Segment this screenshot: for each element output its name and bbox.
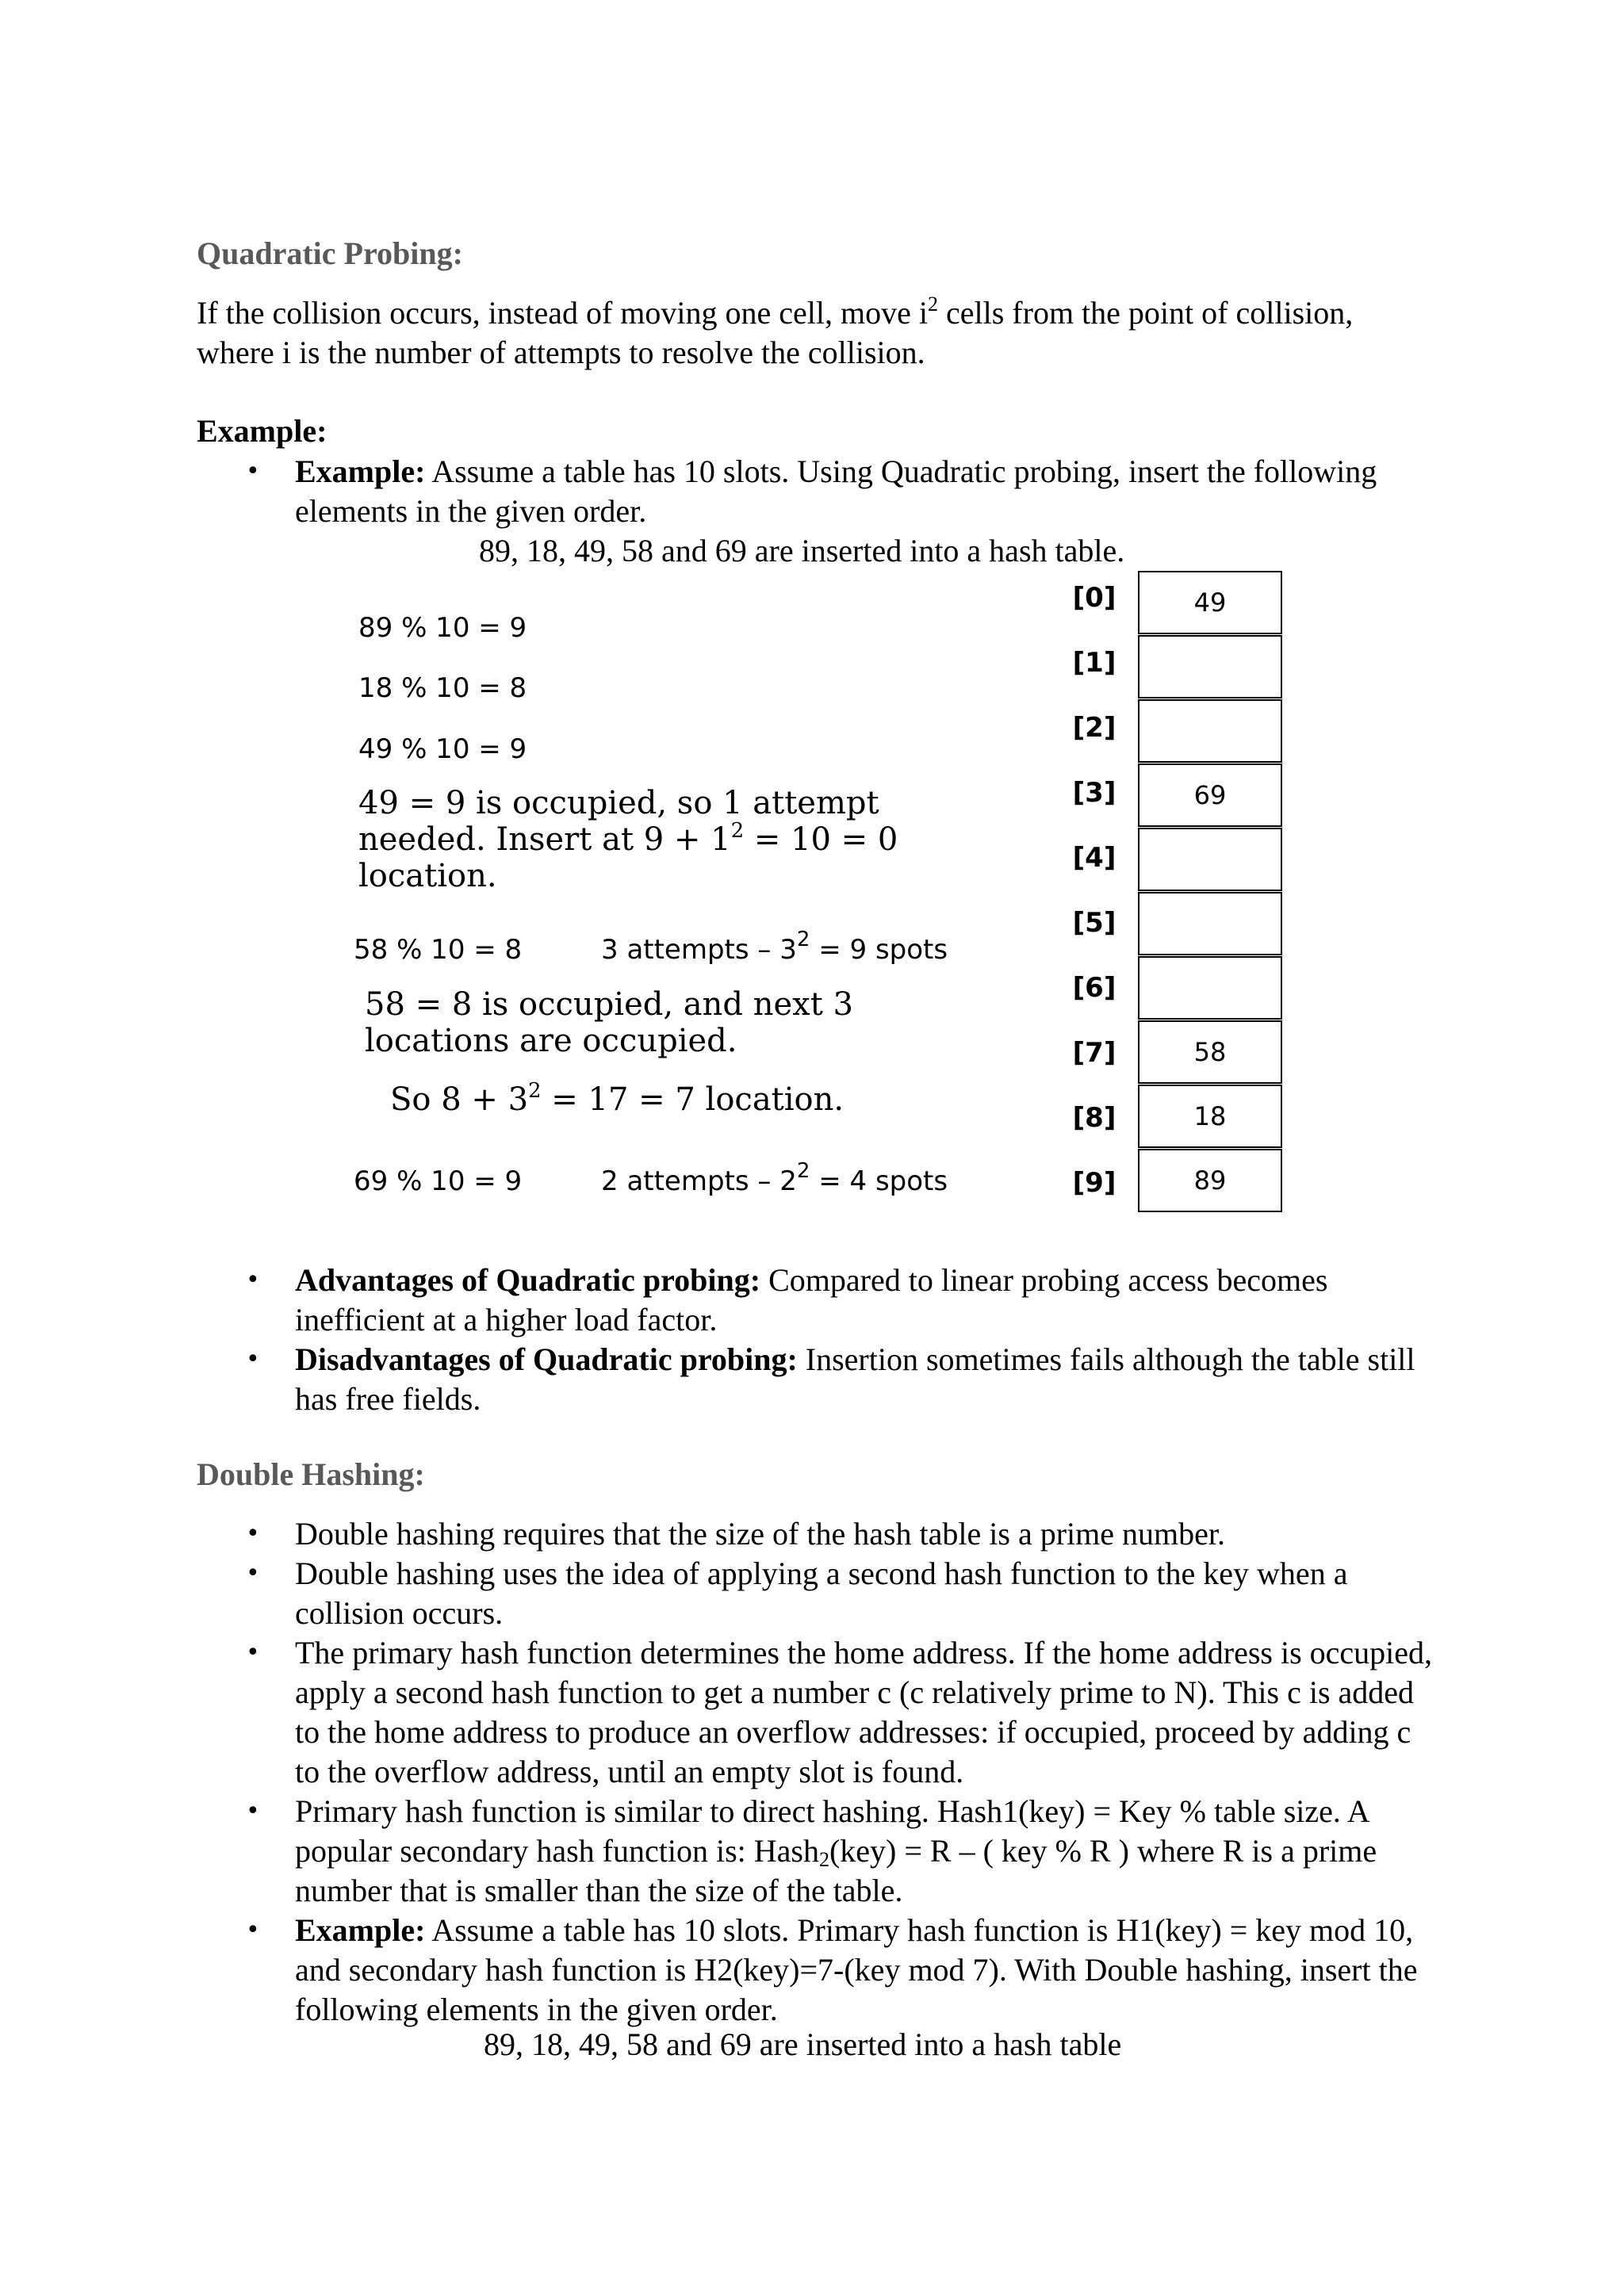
slot-index-5: [5] [1072,907,1116,939]
list-item [197,1792,1434,1911]
bullet-text-a: Primary hash function is similar to direct hashing. Hash1(key) = Key % table size. A popular secondary hash function is: Hash [295,1793,1369,1869]
bullet-glyph: • [246,457,260,485]
calc-69: 69 % 10 = 9 [354,1165,523,1197]
intro-part2: cells from the point of collision, where i is the number of attempts to resolve the collision. [197,295,1354,370]
quadratic-probing-figure [341,571,1293,1221]
slot-index-7: [7] [1072,1037,1116,1069]
slot-index-6: [6] [1072,972,1116,1004]
double-example-label: Example: [295,1912,426,1948]
calc-58: 58 % 10 = 8 [354,934,523,966]
bullet-glyph: • [246,1345,260,1373]
quadratic-pros-cons-list [197,1261,1434,1419]
slot-cell-2 [1138,699,1282,763]
calc-69-attempts [601,1159,948,1197]
slot-index-4: [4] [1072,842,1116,874]
note-49-line3: location. [358,858,497,894]
note-49-line2 [358,821,898,858]
advantages-label: Advantages of Quadratic probing: [295,1262,761,1298]
note-49-superscript: 2 [730,819,745,843]
calc-58-superscript: 2 [796,928,810,951]
slot-cell-3: 69 [1138,763,1282,827]
note-49-line2-b: = 10 = 0 [744,821,898,858]
quadratic-example-list [197,452,1434,531]
slot-cell-6 [1138,956,1282,1020]
bullet-text-b: (key) = R – ( key % R ) where R is a prime number that is smaller than the size of the table. [295,1833,1377,1908]
disadvantages-label: Disadvantages of Quadratic probing: [295,1341,798,1377]
double-example-text: Assume a table has 10 slots. Primary hash function is H1(key) = key mod 10, and secondary hash function is H2(key)=7-(key mod 7). With Double hashing, insert the following elements in the given order. [295,1912,1418,2027]
calc-58-attempts-c: = 9 spots [810,934,948,966]
list-item [197,452,1434,531]
note-49-line1: 49 = 9 is occupied, so 1 attempt [358,785,879,821]
quadratic-intro [197,293,1434,373]
list-item [197,1514,1434,1554]
slot-index-0: [0] [1072,582,1116,614]
note-58-location-b: = 17 = 7 location. [541,1081,845,1118]
calc-89: 89 % 10 = 9 [358,612,527,644]
calc-69-attempts-a: 2 attempts – 2 [601,1165,797,1197]
list-item [197,1340,1434,1419]
hash2-subscript: 2 [818,1848,829,1871]
note-58-line2: locations are occupied. [365,1023,737,1059]
bullet-glyph: • [246,1520,260,1548]
note-49-line2-a: needed. Insert at 9 + 1 [358,821,731,858]
bullet-glyph: • [246,1266,260,1294]
example-heading: Example: [197,413,327,449]
list-item [197,1633,1434,1792]
slot-cell-0: 49 [1138,571,1282,634]
note-58-location-a: So 8 + 3 [390,1081,529,1118]
note-58-line1: 58 = 8 is occupied, and next 3 [365,986,853,1023]
slot-cell-7: 58 [1138,1020,1282,1084]
bullet-glyph: • [246,1916,260,1944]
example-label: Example: [295,453,426,489]
bullet-text: Double hashing requires that the size of the hash table is a prime number. [295,1516,1226,1552]
double-hashing-list [197,1514,1434,2030]
slot-index-8: [8] [1072,1102,1116,1134]
note-58-location [390,1081,844,1118]
slot-cell-5 [1138,892,1282,955]
calc-69-attempts-c: = 4 spots [810,1165,948,1197]
double-sequence-line: 89, 18, 49, 58 and 69 are inserted into a hash table [484,2026,1122,2062]
calc-58-attempts [601,928,948,966]
bullet-glyph: • [246,1559,260,1587]
slot-cell-9: 89 [1138,1149,1282,1212]
example-text: Assume a table has 10 slots. Using Quadratic probing, insert the following elements in the given order. [295,453,1377,529]
slot-index-3: [3] [1072,777,1116,809]
disadvantages-text: Insertion sometimes fails although the table still has free fields. [295,1341,1415,1417]
slot-cell-8: 18 [1138,1085,1282,1148]
list-item [197,1911,1434,2030]
quadratic-sequence-line: 89, 18, 49, 58 and 69 are inserted into a hash table. [479,533,1125,568]
calc-69-superscript: 2 [796,1159,810,1183]
double-hashing-heading: Double Hashing: [197,1456,425,1492]
bullet-text: The primary hash function determines the home address. If the home address is occupied, apply a second hash function to get a number c (c relatively prime to N). This c is added to the home address to produce an overflow addresses: if occupied, proceed by adding c to the overflow address, until an empty slot is found. [295,1635,1433,1789]
bullet-glyph: • [246,1639,260,1667]
quadratic-probing-heading: Quadratic Probing: [197,235,463,271]
slot-index-1: [1] [1072,647,1116,679]
bullet-glyph: • [246,1797,260,1825]
note-58-superscript: 2 [528,1079,542,1103]
bullet-text: Double hashing uses the idea of applying a second hash function to the key when a collision occurs. [295,1556,1348,1631]
calc-58-attempts-a: 3 attempts – 3 [601,934,797,966]
intro-part1: If the collision occurs, instead of moving one cell, move i [197,295,928,331]
calc-18: 18 % 10 = 8 [358,672,527,704]
calc-49: 49 % 10 = 9 [358,733,527,765]
list-item [197,1261,1434,1340]
advantages-text: Compared to linear probing access becomes inefficient at a higher load factor. [295,1262,1328,1337]
list-item [197,1554,1434,1633]
slot-index-2: [2] [1072,712,1116,744]
slot-cell-1 [1138,635,1282,698]
intro-superscript: 2 [928,293,938,316]
slot-cell-4 [1138,828,1282,891]
slot-index-9: [9] [1072,1167,1116,1199]
